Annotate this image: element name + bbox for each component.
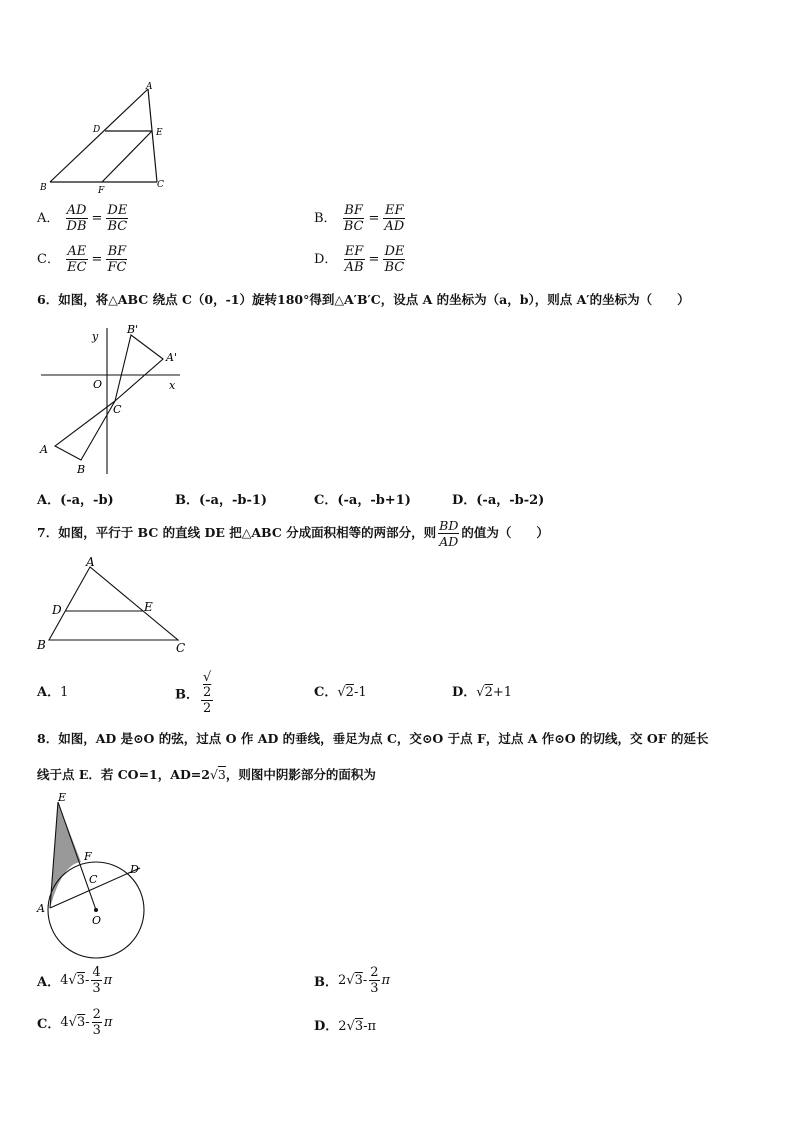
q7-option-b[interactable]: B． √ 2 2: [175, 670, 212, 716]
q5-label-a: A: [146, 82, 153, 92]
q5-label-d: D: [93, 125, 101, 135]
q6-label-b: B: [77, 463, 86, 476]
q8-figure: [32, 790, 162, 960]
q7-text: 7．如图，平行于 BC 的直线 DE 把△ABC 分成面积相等的两部分，则 $\frac{BD}{AD}$ 的值为（ ）: [37, 518, 549, 549]
q6-option-c[interactable]: C．(-a，-b+1): [314, 493, 411, 508]
q6-label-a-prime: A': [166, 351, 177, 364]
q5-figure: [35, 80, 175, 195]
q7-label-d: D: [52, 603, 62, 617]
q6-label-a: A: [40, 443, 48, 456]
q8-label-o: O: [92, 914, 102, 927]
q8-option-d[interactable]: D．2√3-π: [314, 1019, 377, 1034]
q8-label-f: F: [84, 850, 92, 863]
q8-label-c: C: [89, 873, 98, 886]
q8-label-d: D: [130, 863, 139, 876]
q6-text: 6．如图，将△ABC 绕点 C（0，-1）旋转180°得到△A′B′C，设点 A 的坐标为（a，b），则点 A′的坐标为（ ）: [37, 292, 690, 307]
q5-option-a[interactable]: A． $\frac{AD}{DB}$ = $\frac{DE}{BC}$: [37, 203, 128, 234]
q8-option-c[interactable]: C．4√3- $\frac{2}{3}$ π: [37, 1007, 113, 1038]
q7-label-c: C: [176, 641, 186, 655]
q8-label-a: A: [37, 902, 45, 915]
q8-label-e: E: [58, 791, 67, 804]
q5-label-f: F: [98, 186, 105, 195]
q7-figure: [35, 552, 195, 657]
q8-text-line2: 线于点 E．若 CO=1，AD=2√3，则图中阴影部分的面积为: [37, 767, 376, 782]
q5-label-c: C: [157, 180, 164, 190]
q7-label-a: A: [86, 555, 95, 569]
q7-label-b: B: [37, 638, 46, 652]
q6-label-o: O: [93, 378, 103, 391]
q5-option-c[interactable]: C． $\frac{AE}{EC}$ = $\frac{BF}{FC}$: [37, 244, 127, 275]
q6-figure: [35, 318, 195, 483]
q6-option-b[interactable]: B．(-a，-b-1): [175, 493, 268, 508]
q5-label-b: B: [40, 183, 47, 193]
q7-option-c[interactable]: C．√2-1: [314, 685, 367, 700]
q5-label-e: E: [156, 128, 163, 138]
q6-option-d[interactable]: D．(-a，-b-2): [452, 493, 545, 508]
q6-label-c: C: [113, 403, 122, 416]
q8-option-a[interactable]: A．4√3- $\frac{4}{3}$ π: [37, 965, 113, 996]
q7-label-e: E: [144, 600, 153, 614]
q6-label-b-prime: B': [127, 323, 139, 336]
q6-option-a[interactable]: A．(-a，-b): [37, 493, 114, 508]
q5-option-b[interactable]: B． $\frac{BF}{BC}$ = $\frac{EF}{AD}$: [314, 203, 405, 234]
q8-text-line1: 8．如图，AD 是⊙O 的弦，过点 O 作 AD 的垂线，垂足为点 C，交⊙O 于点 F，过点 A 作⊙O 的切线，交 OF 的延长: [37, 731, 709, 746]
q5-option-d[interactable]: D． $\frac{EF}{AB}$ = $\frac{DE}{BC}$: [314, 244, 405, 275]
q7-option-d[interactable]: D．√2+1: [452, 685, 513, 700]
q6-label-x: x: [169, 379, 176, 392]
q7-option-a[interactable]: A．1: [37, 685, 69, 700]
q8-option-b[interactable]: B．2√3- $\frac{2}{3}$ π: [314, 965, 391, 996]
q6-label-y: y: [92, 330, 99, 343]
